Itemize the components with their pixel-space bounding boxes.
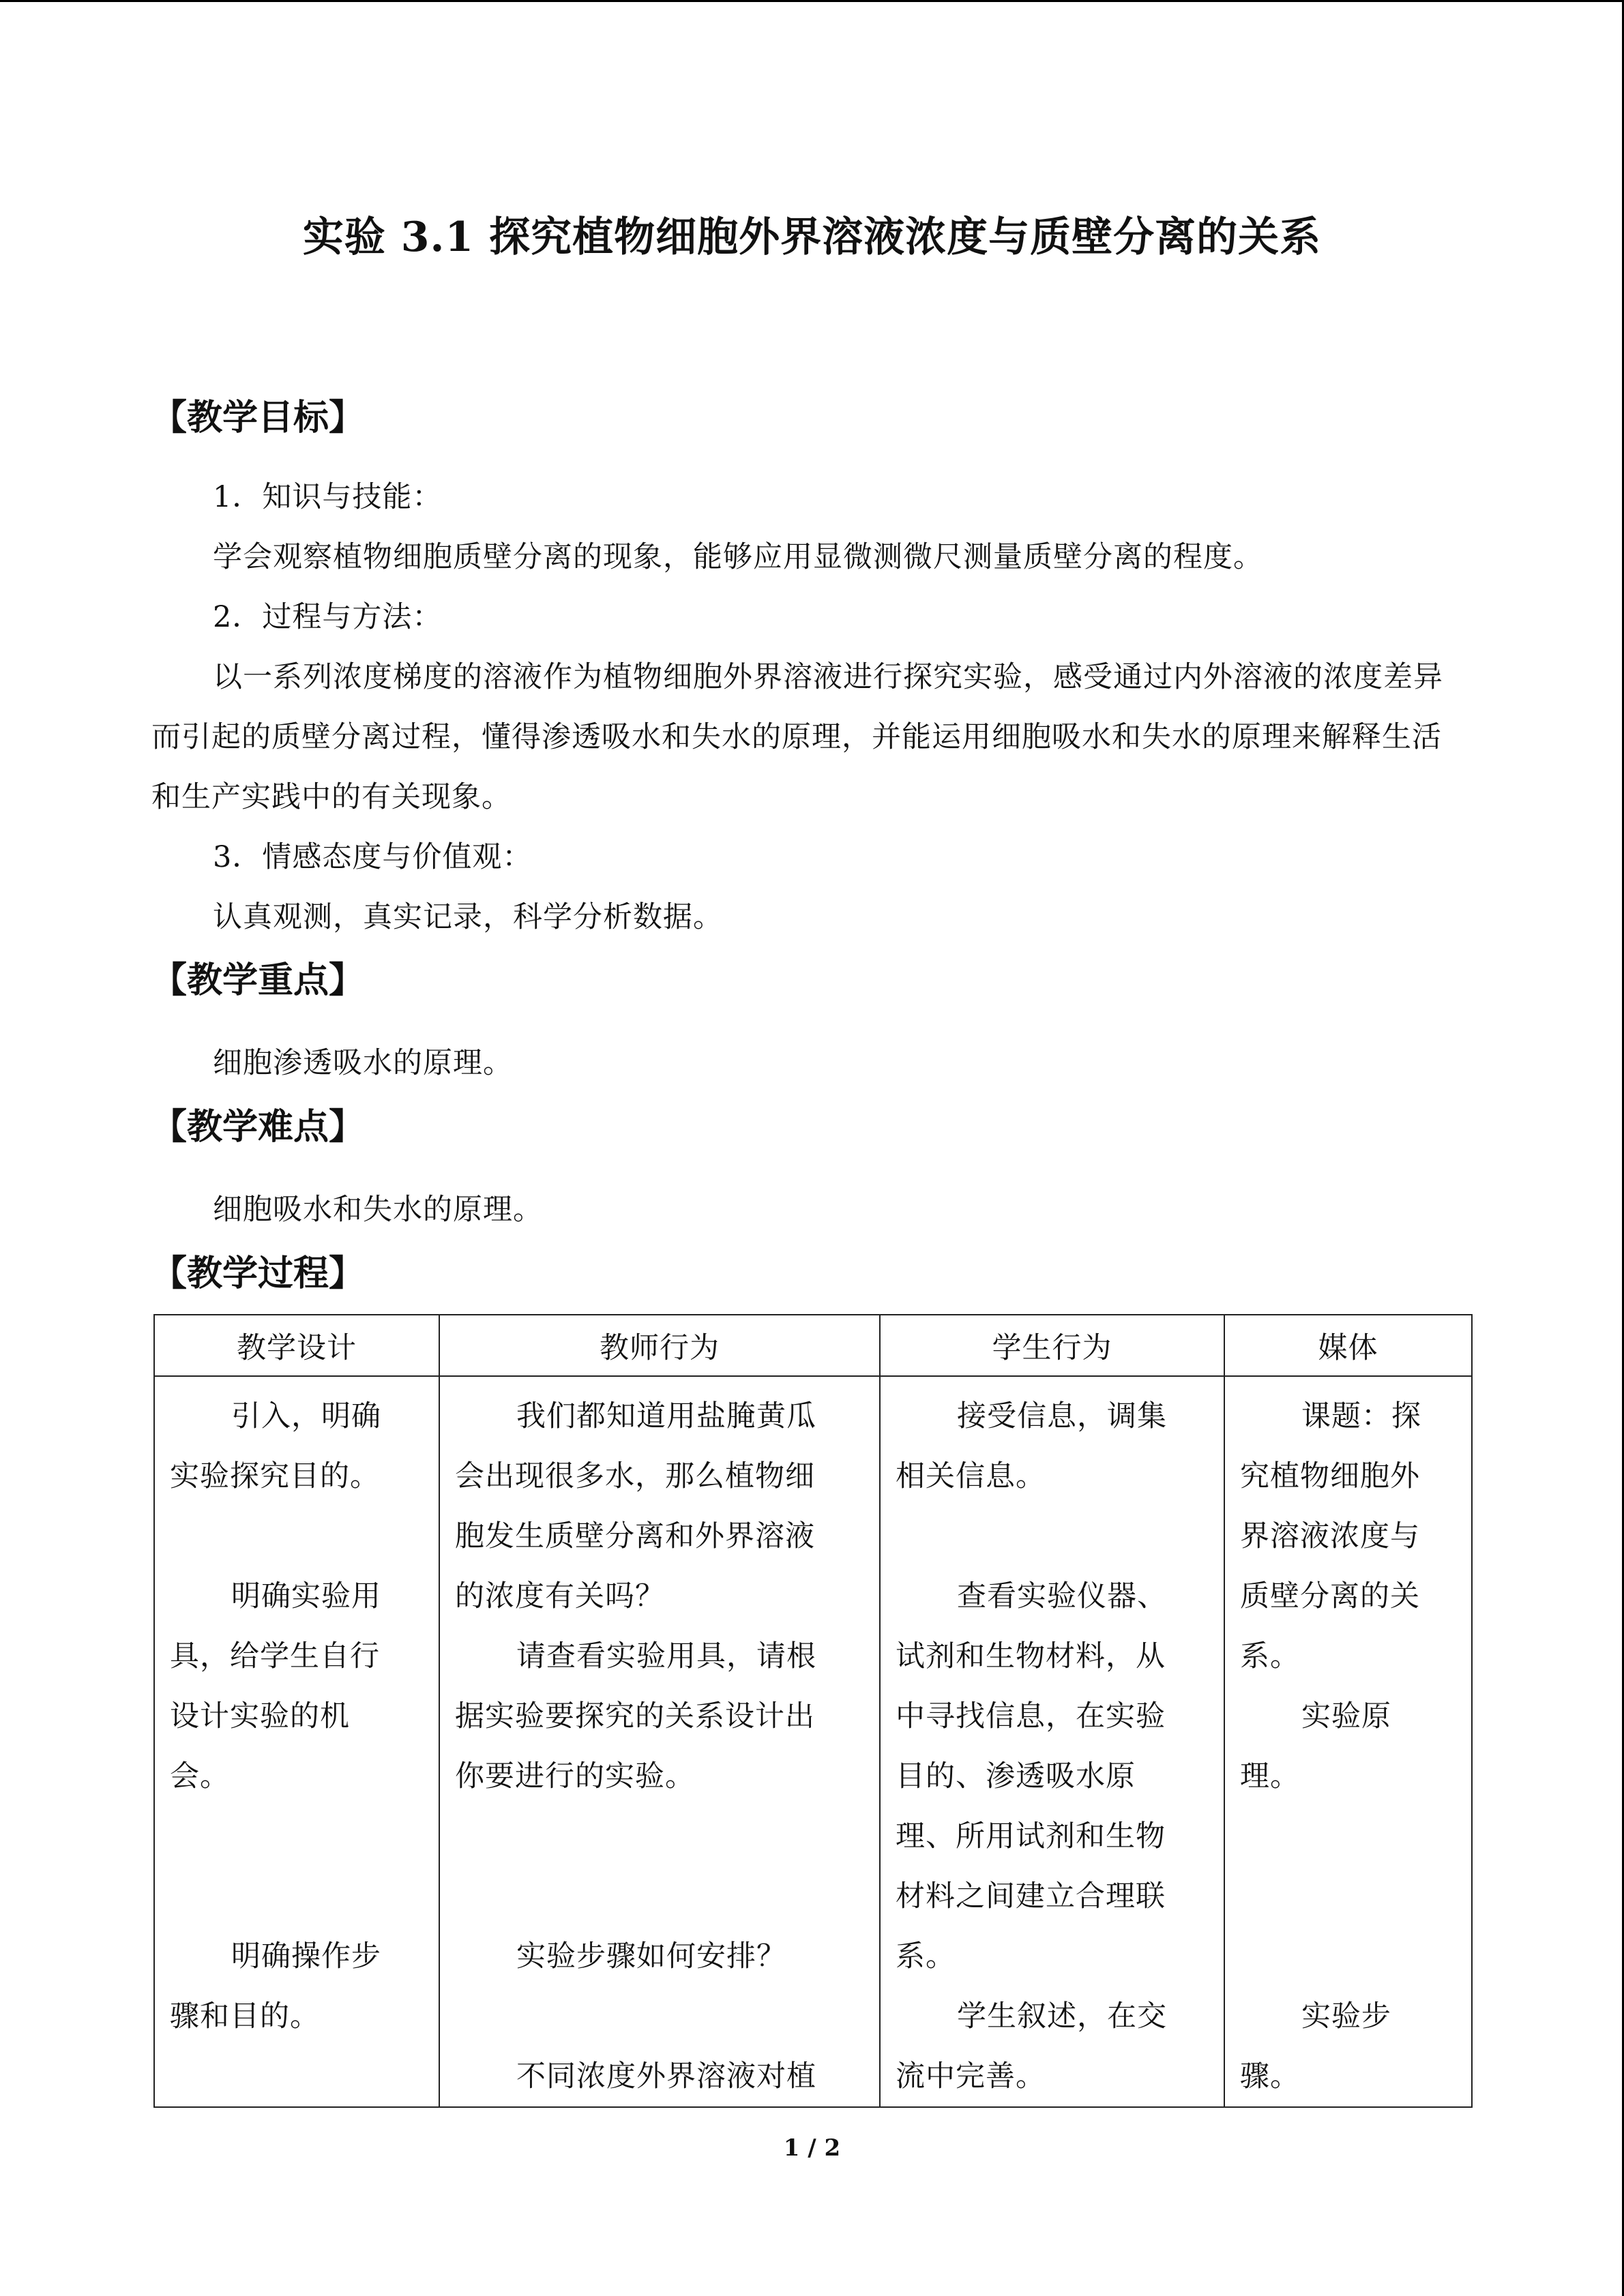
cell-line: 系。 [1240,1639,1300,1673]
cell-line: 实验步 [1301,1999,1391,2033]
cell-line: 会。 [170,1759,230,1793]
cell-line [1240,1806,1456,1866]
cell-line: 学生叙述，在交 [957,1999,1167,2033]
cell-line [455,1806,864,1866]
process-heading: 【教学过程】 [151,1253,365,1294]
objective-2-text: 以一系列浓度梯度的溶液作为植物细胞外界溶液进行探究实验，感受通过内外溶液的浓度差异而引起的质壁分离过程，懂得渗透吸水和失水的原理，并能运用细胞吸水和失水的原理来解释生活和生产实践中的有关现象。 [151,660,1443,814]
teaching-process-table [153,1314,1473,2108]
cell-media [1224,1376,1472,2107]
objective-2-label: 2．过程与方法： [213,600,443,634]
cell-line [455,1986,864,2046]
cell-line [170,1506,424,1566]
cell-line: 接受信息，调集 [957,1399,1167,1433]
cell-line: 中寻找信息，在实验 [896,1699,1166,1733]
cell-line: 设计实验的机 [170,1699,350,1733]
cell-line: 胞发生质壁分离和外界溶液 [455,1519,815,1553]
cell-line: 理。 [1240,1759,1300,1793]
cell-line: 你要进行的实验。 [455,1759,695,1793]
cell-line: 实验探究目的。 [170,1459,380,1493]
page-border-top [0,0,1624,2]
cell-student-behavior [880,1376,1224,2107]
cell-line: 目的、渗透吸水原 [896,1759,1136,1793]
objective-1-label: 1．知识与技能： [213,480,443,514]
cell-line: 不同浓度外界溶液对植 [516,2059,816,2093]
table-row [154,1376,1472,2107]
objective-3-label: 3．情感态度与价值观： [213,840,533,874]
cell-line: 请查看实验用具，请根 [516,1639,816,1673]
cell-line [455,1866,864,1926]
cell-line [896,1506,1209,1566]
cell-line: 试剂和生物材料，从 [896,1639,1166,1673]
cell-line: 的浓度有关吗？ [455,1579,665,1613]
cell-line [170,1866,424,1926]
cell-line: 理、所用试剂和生物 [896,1819,1166,1853]
header-student-behavior: 学生行为 [880,1315,1224,1376]
cell-line: 会出现很多水，那么植物细 [455,1459,815,1493]
cell-line: 明确实验用 [231,1579,381,1613]
cell-line: 质壁分离的关 [1240,1579,1420,1613]
header-teacher-behavior: 教师行为 [439,1315,880,1376]
cell-line: 具，给学生自行 [170,1639,380,1673]
header-media: 媒体 [1224,1315,1472,1376]
cell-line: 明确操作步 [231,1939,381,1973]
cell-teacher-behavior [439,1376,880,2107]
header-teaching-design: 教学设计 [154,1315,439,1376]
cell-line: 查看实验仪器、 [957,1579,1167,1613]
cell-line: 实验原 [1301,1699,1391,1733]
key-points-heading: 【教学重点】 [151,960,365,1001]
cell-line: 课题：探 [1301,1399,1421,1433]
cell-line: 实验步骤如何安排？ [516,1939,786,1973]
page-title: 实验 3.1 探究植物细胞外界溶液浓度与质壁分离的关系 [302,213,1322,261]
page-number: 1 / 2 [783,2134,841,2162]
difficulties-text: 细胞吸水和失水的原理。 [213,1193,543,1227]
cell-line: 据实验要探究的关系设计出 [455,1699,815,1733]
cell-line [170,1806,424,1866]
cell-line: 我们都知道用盐腌黄瓜 [516,1399,816,1433]
cell-line: 系。 [896,1939,956,1973]
table-header-row [154,1315,1472,1376]
cell-line: 究植物细胞外 [1240,1459,1420,1493]
cell-line: 骤。 [1240,2059,1300,2093]
cell-teaching-design [154,1376,439,2107]
cell-line [1240,1866,1456,1926]
cell-line: 引入，明确 [231,1399,381,1433]
cell-line: 相关信息。 [896,1459,1046,1493]
objectives-heading: 【教学目标】 [151,398,365,438]
cell-line: 材料之间建立合理联 [896,1879,1166,1913]
difficulties-heading: 【教学难点】 [151,1107,365,1148]
cell-line: 界溶液浓度与 [1240,1519,1420,1553]
objective-3-text: 认真观测，真实记录，科学分析数据。 [213,900,723,934]
key-points-text: 细胞渗透吸水的原理。 [213,1046,513,1080]
objective-1-text: 学会观察植物细胞质壁分离的现象，能够应用显微测微尺测量质壁分离的程度。 [213,540,1263,574]
cell-line [1240,1926,1456,1986]
cell-line: 流中完善。 [896,2059,1046,2093]
cell-line: 骤和目的。 [170,1999,320,2033]
